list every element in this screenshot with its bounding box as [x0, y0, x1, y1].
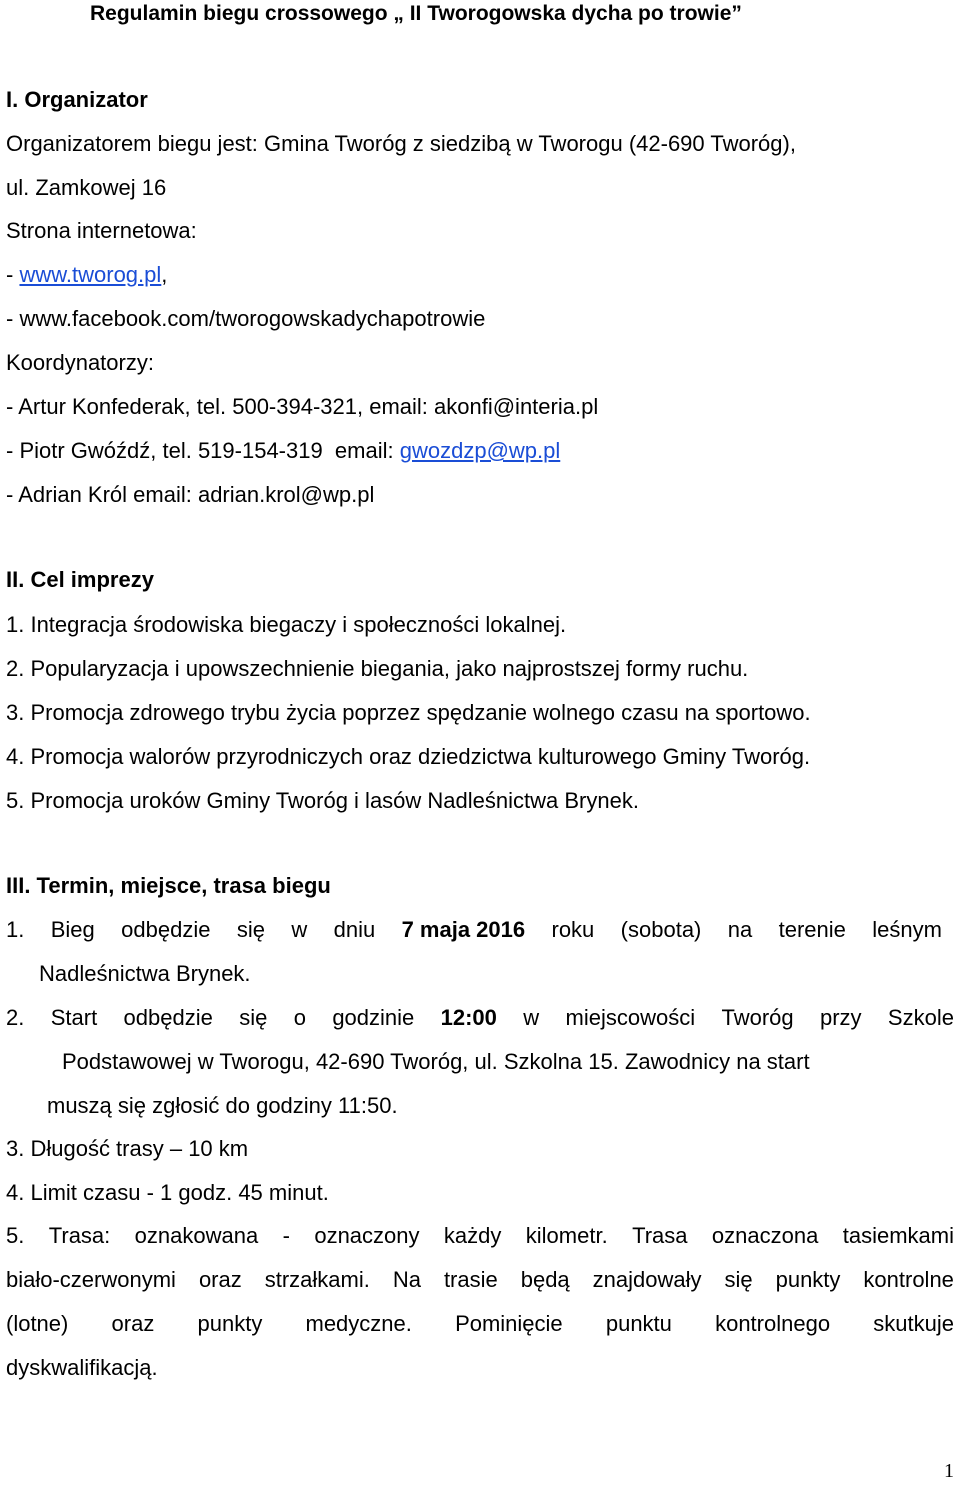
- word: się: [239, 1005, 268, 1030]
- website-label: Strona internetowa:: [6, 218, 197, 243]
- word: oraz: [198, 1267, 242, 1292]
- word: punkty: [197, 1311, 263, 1336]
- word: się: [724, 1267, 753, 1292]
- section-2-heading: II. Cel imprezy: [6, 567, 154, 592]
- word: oznaczony: [314, 1223, 420, 1248]
- word: Szkole: [887, 1005, 954, 1030]
- website-1-prefix: -: [6, 262, 20, 287]
- word: (lotne): [6, 1311, 69, 1336]
- word: Pominięcie: [455, 1311, 563, 1336]
- goal-item-4: 4. Promocja walorów przyrodniczych oraz dziedzictwa kulturowego Gminy Tworóg.: [6, 744, 811, 769]
- word: oznaczona: [711, 1223, 819, 1248]
- word: (sobota): [620, 917, 702, 942]
- coordinator-2-email-link[interactable]: gwozdzp@wp.pl: [399, 438, 561, 463]
- coordinators-label: Koordynatorzy:: [6, 350, 154, 375]
- word: terenie: [778, 917, 846, 942]
- word: na: [727, 917, 753, 942]
- goal-item-3: 3. Promocja zdrowego trybu życia poprzez spędzanie wolnego czasu na sportowo.: [6, 700, 811, 725]
- word: roku: [551, 917, 595, 942]
- coordinator-2-text: - Piotr Gwóźdź, tel. 519-154-319 email:: [6, 438, 400, 463]
- word: każdy: [443, 1223, 502, 1248]
- word: w: [523, 1005, 540, 1030]
- word: biało-czerwonymi: [6, 1267, 176, 1292]
- word: godzinie: [332, 1005, 415, 1030]
- term-item-4: 4. Limit czasu - 1 godz. 45 minut.: [6, 1180, 329, 1205]
- event-date: 7 maja 2016: [401, 917, 526, 942]
- term-item-2-line-3: muszą się zgłosić do godziny 11:50.: [47, 1093, 398, 1118]
- word: w: [291, 917, 308, 942]
- goal-item-5: 5. Promocja uroków Gminy Tworóg i lasów Nadleśnictwa Brynek.: [6, 788, 639, 813]
- word: oznakowana: [134, 1223, 259, 1248]
- word: Tworóg: [721, 1005, 794, 1030]
- term-item-2-line-2: Podstawowej w Tworogu, 42-690 Tworóg, ul. Szkolna 15. Zawodnicy na start: [62, 1049, 810, 1074]
- word: strzałkami.: [264, 1267, 370, 1292]
- word: odbędzie: [121, 917, 211, 942]
- goal-item-1: 1. Integracja środowiska biegaczy i społeczności lokalnej.: [6, 612, 567, 637]
- word: odbędzie: [123, 1005, 213, 1030]
- term-item-2-line-1: [6, 1005, 954, 1031]
- word: miejscowości: [565, 1005, 696, 1030]
- start-time: 12:00: [440, 1005, 497, 1030]
- term-item-3: 3. Długość trasy – 10 km: [6, 1136, 249, 1161]
- word: 2.: [6, 1005, 25, 1030]
- word: dniu: [333, 917, 376, 942]
- word: punkty: [775, 1267, 841, 1292]
- term-item-1-line-2: Nadleśnictwa Brynek.: [39, 961, 251, 986]
- word: będą: [520, 1267, 570, 1292]
- word: oraz: [111, 1311, 155, 1336]
- goal-item-2: 2. Popularyzacja i upowszechnienie biegania, jako najprostszej formy ruchu.: [6, 656, 749, 681]
- word: leśnym: [872, 917, 942, 942]
- website-1-line: [6, 262, 167, 288]
- word: trasie: [443, 1267, 498, 1292]
- term-item-1-line-1: [6, 917, 942, 943]
- word: znajdowały: [592, 1267, 702, 1292]
- word: kilometr.: [525, 1223, 608, 1248]
- word: 5.: [6, 1223, 25, 1248]
- website-2-line: - www.facebook.com/tworogowskadychapotrowie: [6, 306, 486, 331]
- organizer-line-1: Organizatorem biegu jest: Gmina Tworóg z siedzibą w Tworogu (42-690 Tworóg),: [6, 131, 796, 156]
- section-3-heading: III. Termin, miejsce, trasa biegu: [6, 873, 331, 898]
- website-1-link[interactable]: www.tworog.pl: [19, 262, 162, 287]
- word: -: [282, 1223, 290, 1248]
- word: skutkuje: [873, 1311, 954, 1336]
- coordinator-2: [6, 438, 560, 464]
- word: Trasa: [632, 1223, 688, 1248]
- word: Trasa:: [48, 1223, 111, 1248]
- word: Start: [50, 1005, 98, 1030]
- term-item-5-line-4: dyskwalifikacją.: [6, 1355, 158, 1380]
- term-item-5-line-1: [6, 1223, 954, 1249]
- word: 1.: [6, 917, 25, 942]
- word: o: [293, 1005, 306, 1030]
- word: kontrolnego: [715, 1311, 831, 1336]
- word: Bieg: [50, 917, 95, 942]
- word: kontrolne: [863, 1267, 954, 1292]
- term-item-5-line-2: [6, 1267, 954, 1293]
- word: Na: [392, 1267, 421, 1292]
- term-item-5-line-3: [6, 1311, 954, 1337]
- coordinator-1: - Artur Konfederak, tel. 500-394-321, email: akonfi@interia.pl: [6, 394, 599, 419]
- word: medyczne.: [305, 1311, 412, 1336]
- document-title: Regulamin biegu crossowego „ II Tworogowska dycha po trowie”: [90, 2, 742, 25]
- organizer-line-2: ul. Zamkowej 16: [6, 175, 167, 200]
- page-number: 1: [944, 1460, 954, 1482]
- website-1-suffix: ,: [161, 262, 168, 287]
- coordinator-3: - Adrian Król email: adrian.krol@wp.pl: [6, 482, 375, 507]
- word: przy: [819, 1005, 862, 1030]
- word: się: [236, 917, 265, 942]
- word: tasiemkami: [842, 1223, 954, 1248]
- word: punktu: [605, 1311, 672, 1336]
- section-1-heading: I. Organizator: [6, 87, 148, 112]
